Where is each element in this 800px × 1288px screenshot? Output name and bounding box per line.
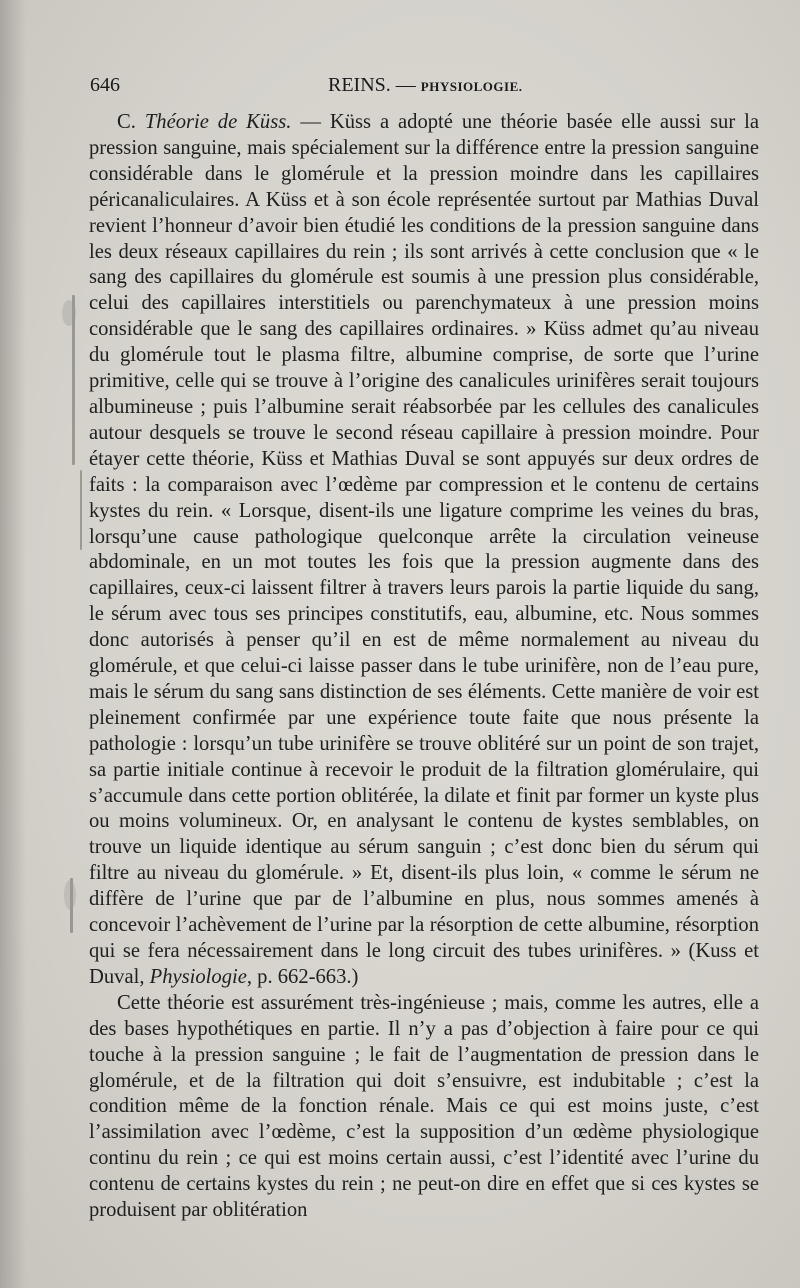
page-gutter-shadow (0, 0, 26, 1288)
paper-stain (62, 300, 76, 326)
running-title-dash: — (390, 74, 421, 96)
running-header (90, 74, 760, 102)
running-title-sub: PHYSIOLOGIE. (420, 79, 523, 94)
body-text (89, 110, 759, 1224)
paragraph (89, 110, 759, 991)
running-title (328, 74, 523, 97)
paragraph-text: Cette théorie est assurément très-ingénieuse ; mais, comme les autres, elle a des bases hypothétiques en partie. Il n’y a pas d’objection à faire pour ce qui touche à la pression sanguine ; le fait de l’augmentation de pression dans le glomérule, et de la filtration qui doit s’ensuivre, est indubitable ; c’est la condition même de la fonction rénale. Mais ce qui est moins juste, c’est l’assimilation avec l’œdème, c’est la supposition d’un œdème physiologique continu du rein ; ce qui est moins certain aussi, c’est l’identité avec l’urine du contenu de certains kystes du rein ; ne peut-on dire en effet que si ces kystes se produisent par oblitération (89, 991, 759, 1222)
citation-pages: , p. 662-663.) (246, 965, 359, 988)
margin-pencil-mark (80, 470, 82, 550)
running-title-main: REINS. (328, 74, 391, 96)
paper-stain (64, 880, 76, 910)
paragraph-text: — Küss a adopté une théorie basée elle aussi sur la pression sanguine, mais spécialement sur la différence entre la pression sanguine considérable dans le glomérule et la pression moindre dans les capillaires péricanaliculaires. A Küss et à son école représentée surtout par Mathias Duval revient l’honneur d’avoir bien étudié les conditions de la pression sanguine dans les deux réseaux capillaires du rein ; ils sont arrivés à cette conclusion que « le sang des capillaires du glomérule est soumis à une pression plus considérable, celui des capillaires interstitiels ou parenchymateux à une pression moins considérable que le sang des capillaires ordinaires. » Küss admet qu’au niveau du glomérule tout le plasma filtre, albumine comprise, de sorte que l’urine primitive, celle qui se trouve à l’origine des canalicules urinifères serait toujours albumineuse ; puis l’albumine serait réabsorbée par les cellules des canalicules autour desquels se trouve le second réseau capillaire à pression moindre. Pour étayer cette théorie, Küss et Mathias Duval se sont appuyés sur deux ordres de faits : la comparaison avec l’œdème par compression et le contenu de certains kystes du rein. « Lorsque, disent-ils une ligature comprime les veines du bras, lorsqu’une cause pathologique quelconque arrête la circulation veineuse abdominale, en un mot toutes les fois que la pression augmente dans des capillaires, ceux-ci laissent filtrer à travers leurs parois la partie liquide du sang, le sérum avec tous ses principes constitutifs, eau, albumine, etc. Nous sommes donc autorisés à penser qu’il en est de même normalement au niveau du glomérule, et que celui-ci laisse passer dans le tube urinifère, non de l’eau pure, mais le sérum du sang sans distinction de ses éléments. Cette manière de voir est pleinement confirmée par une expérience toute faite que nous présente la pathologie : lorsqu’un tube urinifère se trouve oblitéré sur un point de son trajet, sa partie initiale continue à recevoir le produit de la filtration glomérulaire, qui s’accumule dans cette portion oblitérée, la dilate et finit par former un kyste plus ou moins volumineux. Or, en analysant le contenu de kystes semblables, on trouve un liquide identique au sérum sanguin ; c’est donc bien du sérum qui filtre au niveau du glomérule. » Et, disent-ils plus loin, « comme le sérum ne diffère de l’urine que par de l’albumine en plus, nous sommes amenés à concevoir l’achèvement de l’urine par la résorption de cette albumine, résorption qui se fera nécessairement dans le long circuit des tubes urinifères. » (Kuss et Duval, (89, 111, 759, 988)
paragraph (89, 991, 759, 1224)
section-title: Théorie de Küss. (144, 111, 292, 133)
citation-title: Physiologie (149, 965, 247, 988)
page-number: 646 (90, 74, 120, 96)
section-label: C. (117, 111, 145, 133)
